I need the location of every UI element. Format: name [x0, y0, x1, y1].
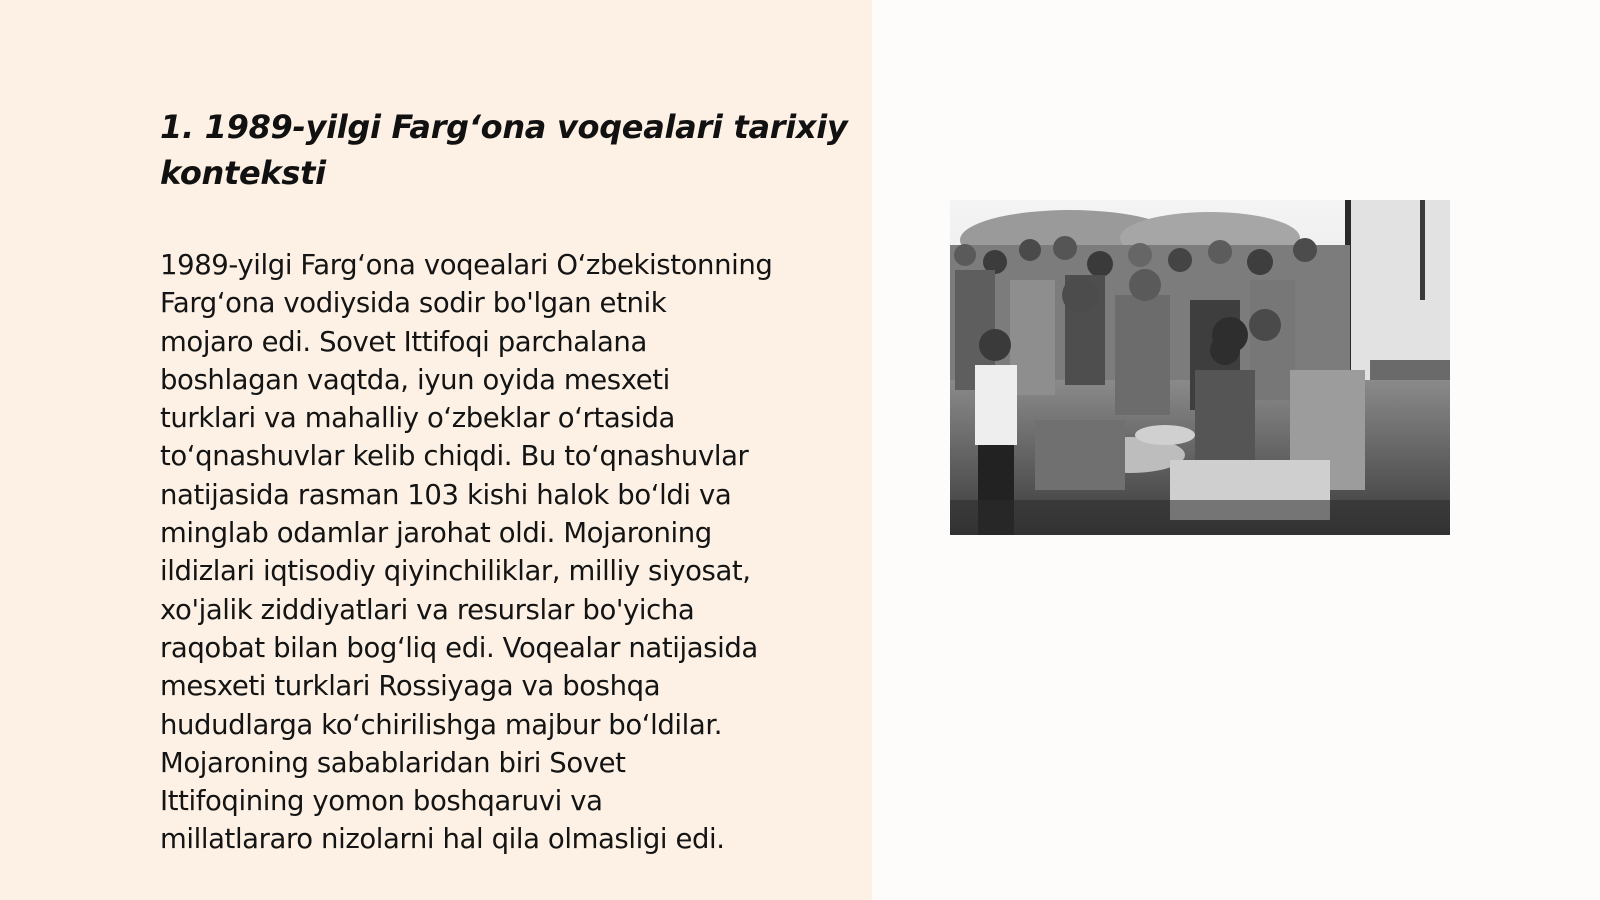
- body-line: 1989-yilgi Farg‘ona voqealari O‘zbekistonning: [160, 249, 773, 281]
- title-line: konteksti: [160, 154, 326, 192]
- body-line: raqobat bilan bog‘liq edi. Voqealar natijasida: [160, 631, 758, 664]
- body-line: mesxeti turklari Rossiyaga va boshqa: [160, 670, 661, 703]
- body-line: millatlararo nizolarni hal qila olmasligi edi.: [160, 823, 725, 856]
- body-line: boshlagan vaqtda, iyun oyida mesxeti: [160, 363, 670, 396]
- slide-title: [160, 104, 850, 196]
- body-line: ildizlari iqtisodiy qiyinchiliklar, milliy siyosat,: [160, 555, 751, 588]
- body-line: mojaro edi. Sovet Ittifoqi parchalana: [160, 325, 647, 358]
- body-line: hududlarga ko‘chirilishga majbur bo‘ldilar.: [160, 708, 723, 741]
- slide-body-text: [160, 246, 850, 859]
- body-line: turklari va mahalliy o‘zbeklar o‘rtasida: [160, 402, 675, 435]
- body-line: to‘qnashuvlar kelib chiqdi. Bu to‘qnashuvlar: [160, 440, 749, 473]
- body-line: Mojaroning sabablaridan biri Sovet: [160, 746, 626, 779]
- historical-photo: [950, 200, 1450, 535]
- body-line: minglab odamlar jarohat oldi. Mojaroning: [160, 517, 712, 550]
- body-line: Farg‘ona vodiysida sodir bo'lgan etnik: [160, 287, 667, 320]
- body-line: xo'jalik ziddiyatlari va resurslar bo'yicha: [160, 593, 695, 626]
- title-line: 1. 1989-yilgi Farg‘ona voqealari tarixiy: [160, 108, 848, 146]
- body-line: natijasida rasman 103 kishi halok bo‘ldi va: [160, 478, 732, 511]
- body-line: Ittifoqining yomon boshqaruvi va: [160, 785, 603, 818]
